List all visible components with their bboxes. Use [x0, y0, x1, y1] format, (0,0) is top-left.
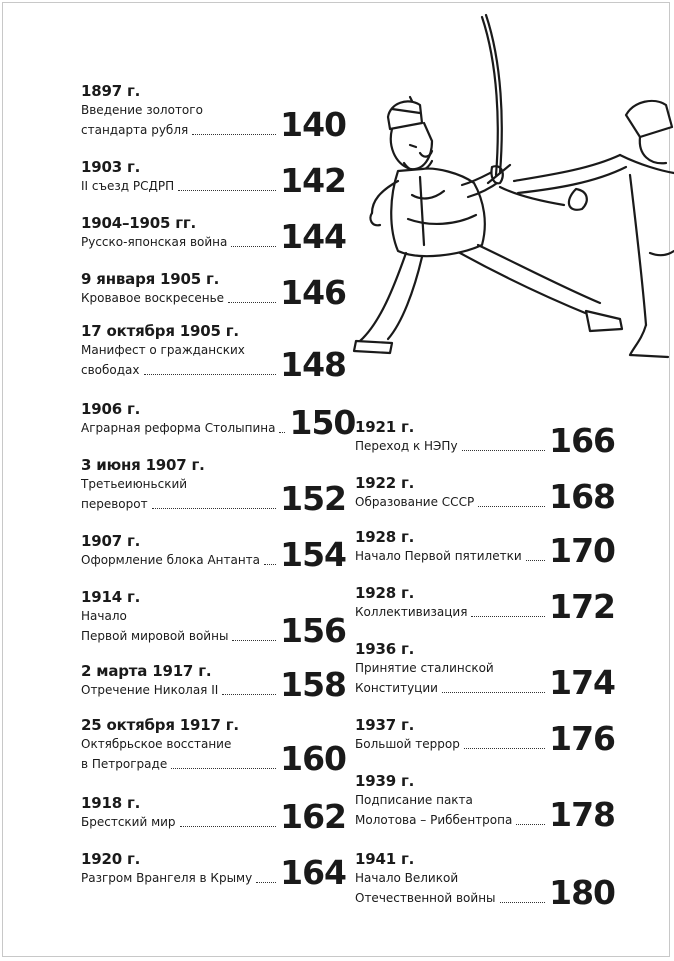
- toc-entry[interactable]: [355, 584, 615, 626]
- toc-entry[interactable]: [81, 400, 356, 442]
- toc-page-number[interactable]: 140: [280, 105, 346, 144]
- toc-entry-title-line: Образование СССР: [355, 495, 475, 509]
- toc-page-number[interactable]: 156: [280, 611, 346, 650]
- toc-entry-title-line: Принятие сталинской: [355, 661, 494, 675]
- toc-entry-title-line: переворот: [81, 497, 148, 511]
- toc-entry-date: 1928 г.: [355, 584, 415, 602]
- toc-entry-date: 9 января 1905 г.: [81, 270, 220, 288]
- toc-entry-date: 1904–1905 гг.: [81, 214, 196, 232]
- dot-leader: [462, 450, 546, 451]
- toc-page-number[interactable]: 160: [280, 739, 346, 778]
- toc-entry-title-line: Подписание пакта: [355, 793, 473, 807]
- toc-entry-date: 1928 г.: [355, 528, 415, 546]
- dot-leader: [180, 826, 277, 827]
- toc-entry[interactable]: [355, 850, 615, 912]
- dot-leader: [526, 560, 545, 561]
- toc-page-number[interactable]: 158: [280, 665, 346, 704]
- toc-page-number[interactable]: 154: [280, 535, 346, 574]
- dot-leader: [256, 882, 276, 883]
- toc-entry[interactable]: [355, 528, 615, 570]
- toc-entry[interactable]: [355, 418, 615, 460]
- dot-leader: [228, 302, 276, 303]
- toc-entry[interactable]: [81, 794, 346, 836]
- toc-entry-date: 17 октября 1905 г.: [81, 322, 239, 340]
- toc-entry-title-line: Разгром Врангеля в Крыму: [81, 871, 253, 885]
- toc-page-number[interactable]: 144: [280, 217, 346, 256]
- toc-entry-title-line: Большой террор: [355, 737, 460, 751]
- toc-entry-date: 1936 г.: [355, 640, 415, 658]
- toc-page-number[interactable]: 146: [280, 273, 346, 312]
- toc-page-number[interactable]: 176: [549, 719, 615, 758]
- toc-entry-date: 1918 г.: [81, 794, 141, 812]
- toc-entry-title-line: Молотова – Риббентропа: [355, 813, 513, 827]
- toc-entry-date: 2 марта 1917 г.: [81, 662, 212, 680]
- toc-page-number[interactable]: 142: [280, 161, 346, 200]
- dot-leader: [231, 246, 276, 247]
- toc-entry-title-line: Аграрная реформа Столыпина: [81, 421, 276, 435]
- dot-leader: [152, 508, 277, 509]
- toc-entry-title-line: Русско-японская война: [81, 235, 228, 249]
- toc-entry[interactable]: [81, 662, 346, 704]
- sword-duel-illustration-icon: [350, 5, 674, 400]
- toc-entry-date: 1903 г.: [81, 158, 141, 176]
- dot-leader: [464, 748, 545, 749]
- toc-entry[interactable]: [81, 214, 346, 256]
- dot-leader: [222, 694, 276, 695]
- toc-entry[interactable]: [355, 640, 615, 702]
- dot-leader: [264, 564, 276, 565]
- toc-entry[interactable]: [355, 716, 615, 758]
- toc-entry-date: 1922 г.: [355, 474, 415, 492]
- dot-leader: [171, 768, 276, 769]
- dot-leader: [178, 190, 276, 191]
- toc-entry-title-line: Коллективизация: [355, 605, 468, 619]
- toc-entry[interactable]: [81, 588, 346, 650]
- dot-leader: [232, 640, 276, 641]
- toc-entry[interactable]: [81, 456, 346, 518]
- toc-page-number[interactable]: 166: [549, 421, 615, 460]
- toc-entry-date: 1920 г.: [81, 850, 141, 868]
- toc-entry-title-line: Начало Первой пятилетки: [355, 549, 522, 563]
- toc-entry-date: 1906 г.: [81, 400, 141, 418]
- toc-entry-date: 3 июня 1907 г.: [81, 456, 205, 474]
- toc-page-number[interactable]: 150: [289, 403, 356, 442]
- toc-entry-title-line: Введение золотого: [81, 103, 203, 117]
- toc-entry-title-line: Отечественной войны: [355, 891, 496, 905]
- toc-entry-date: 1907 г.: [81, 532, 141, 550]
- toc-entry-date: 1921 г.: [355, 418, 415, 436]
- toc-entry-title-line: свободах: [81, 363, 140, 377]
- toc-page-number[interactable]: 164: [280, 853, 346, 892]
- toc-entry[interactable]: [81, 850, 346, 892]
- dot-leader: [192, 134, 276, 135]
- dot-leader: [500, 902, 546, 903]
- toc-page-number[interactable]: 170: [549, 531, 615, 570]
- toc-entry-title-line: Оформление блока Антанта: [81, 553, 261, 567]
- toc-entry-date: 25 октября 1917 г.: [81, 716, 239, 734]
- dot-leader: [144, 374, 277, 375]
- toc-entry-title-line: Переход к НЭПу: [355, 439, 458, 453]
- toc-entry-date: 1897 г.: [81, 82, 141, 100]
- toc-entry-title-line: Первой мировой войны: [81, 629, 229, 643]
- toc-entry-title-line: Отречение Николая II: [81, 683, 219, 697]
- toc-entry-date: 1914 г.: [81, 588, 141, 606]
- toc-entry[interactable]: [81, 158, 346, 200]
- toc-entry[interactable]: [81, 716, 346, 778]
- toc-entry-title-line: II съезд РСДРП: [81, 179, 175, 193]
- toc-entry[interactable]: [81, 322, 346, 384]
- toc-page-number[interactable]: 162: [280, 797, 346, 836]
- toc-entry[interactable]: [81, 270, 346, 312]
- toc-entry[interactable]: [81, 532, 346, 574]
- toc-page-number[interactable]: 172: [549, 587, 615, 626]
- toc-page-number[interactable]: 148: [280, 345, 346, 384]
- dot-leader: [442, 692, 545, 693]
- toc-entry-title-line: Начало Великой: [355, 871, 459, 885]
- toc-entry-title-line: Октябрьское восстание: [81, 737, 232, 751]
- toc-page-number[interactable]: 168: [549, 477, 615, 516]
- toc-entry-title-line: Третьеиюньский: [81, 477, 188, 491]
- toc-entry-title-line: Конституции: [355, 681, 438, 695]
- toc-entry[interactable]: [355, 474, 615, 516]
- dot-leader: [516, 824, 545, 825]
- dot-leader: [478, 506, 545, 507]
- toc-page-number[interactable]: 174: [549, 663, 615, 702]
- dot-leader: [471, 616, 545, 617]
- toc-entry[interactable]: [81, 82, 346, 144]
- toc-entry-title-line: стандарта рубля: [81, 123, 189, 137]
- toc-entry-date: 1941 г.: [355, 850, 415, 868]
- toc-page-number[interactable]: 180: [549, 873, 615, 912]
- toc-page-number[interactable]: 178: [549, 795, 615, 834]
- toc-entry-title-line: Кровавое воскресенье: [81, 291, 225, 305]
- toc-entry-date: 1937 г.: [355, 716, 415, 734]
- toc-entry-date: 1939 г.: [355, 772, 415, 790]
- dot-leader: [279, 432, 285, 433]
- toc-entry-title-line: Манифест о гражданских: [81, 343, 245, 357]
- toc-page-number[interactable]: 152: [280, 479, 346, 518]
- toc-entry[interactable]: [355, 772, 615, 834]
- toc-entry-title-line: Брестский мир: [81, 815, 176, 829]
- toc-entry-title-line: в Петрограде: [81, 757, 168, 771]
- toc-entry-title-line: Начало: [81, 609, 127, 623]
